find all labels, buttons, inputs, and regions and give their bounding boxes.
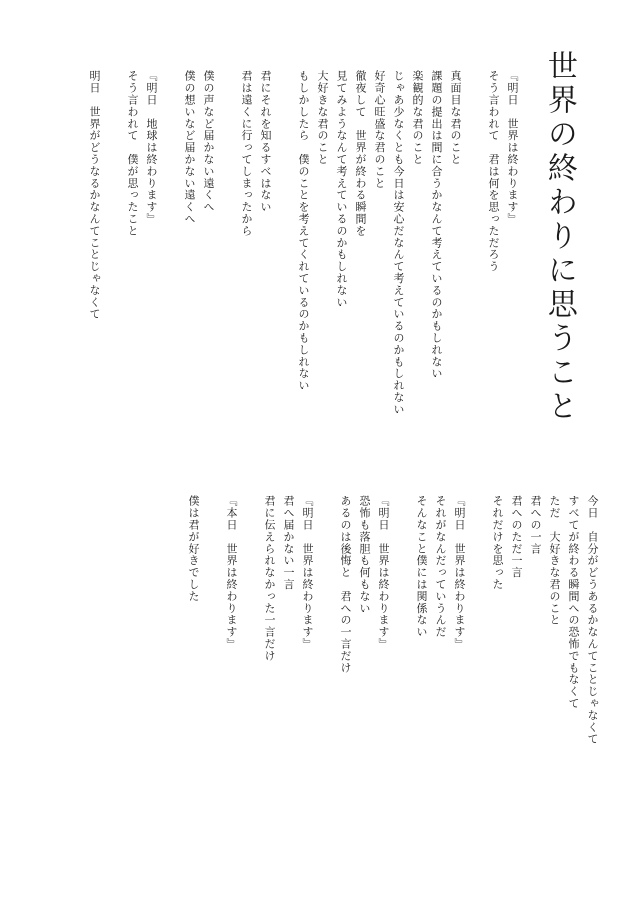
stanza-gap [216,70,235,415]
poem-line: ただ 大好きな君のこと [548,495,561,626]
stanza-gap [463,70,482,415]
poem-line: 好奇心旺盛な君のこと [373,70,386,189]
poem-line: そう言われて 僕が思ったこと [126,70,139,237]
poem-line: 『明日 世界は終わります』 [301,495,314,650]
page-title: 世界の終わりに思うこと [541,50,577,424]
poem-line: 君への一言 [529,495,542,555]
stanza-gap [467,495,486,745]
poem-line: 課題の提出は間に合うかなんて考えているのかもしれない [430,70,443,380]
poem-line: じゃあ少なくとも今日は安心だなんて考えているのかもしれない [392,70,405,416]
stanza-gap [391,495,410,745]
poem-line: すべてが終わる瞬間への恐怖でもなくて [567,495,580,710]
stanza-gap [159,70,178,415]
poem-line: 君は遠くに行ってしまったから [240,70,253,237]
poem-line: 君へ届かない一言 [282,495,295,591]
poem-line: 僕は君が好きでした [187,495,200,603]
stanza-gap [102,70,121,415]
stanza-gap [201,495,220,745]
poem-line: あるのは後悔と 君への一言だけ [339,495,352,674]
poem-line: 楽観的な君のこと [411,70,424,166]
poem-line: 今日 自分がどうあるかなんてことじゃなくて [586,495,599,745]
poem-line: 真面目な君のこと [449,70,462,166]
poem-line: もしかしたら 僕のことを考えてくれているのかもしれない [297,70,310,392]
poem-line: 『明日 世界は終わります』 [506,70,519,225]
poem-column-bottom [182,495,600,745]
poem-line: そんなこと僕には関係ない [415,495,428,638]
poem-line: 明日 世界がどうなるかなんてことじゃなくて [88,70,101,320]
poem-line: 僕の想いなど届かない遠くへ [183,70,196,225]
poem-column-top [83,70,520,415]
stanza-gap [315,495,334,745]
stanza-gap [273,70,292,415]
poem-line: それがなんだっていうんだ [434,495,447,638]
poem-line: 君に伝えられなかった一言だけ [263,495,276,662]
poem-line: それだけを思った [491,495,504,591]
poem-line: 『本日 世界は終わります』 [225,495,238,650]
poem-line: 君にそれを知るすべはない [259,70,272,213]
poem-line: 僕の声など届かない遠くへ [202,70,215,213]
poem-line: 『明日 地球は終わります』 [145,70,158,225]
poem-line: 大好きな君のこと [316,70,329,166]
poem-line: そう言われて 君は何を思っただろう [487,70,500,273]
poem-line: 『明日 世界は終わります』 [377,495,390,650]
poem-line: 君へのただ一言 [510,495,523,579]
stanza-gap [239,495,258,745]
poem-line: 恐怖も落胆も何もない [358,495,371,614]
poem-line: 『明日 世界は終わります』 [453,495,466,650]
poem-line: 見てみようなんて考えているのかもしれない [335,70,348,308]
poem-line: 徹夜して 世界が終わる瞬間を [354,70,367,237]
